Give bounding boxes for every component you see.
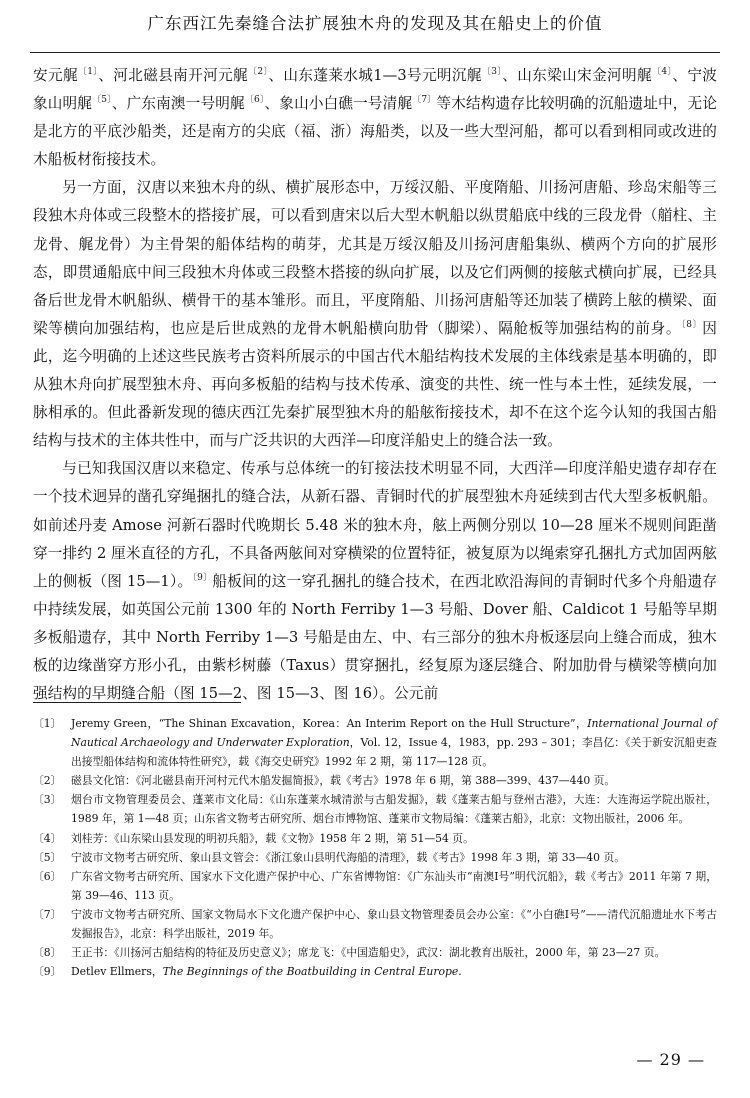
footnote-ref-2[interactable]: 〔2〕 (248, 67, 269, 78)
paragraph-2 (33, 174, 717, 455)
footnote-text: Jeremy Green，“The Shinan Excavation，Korea：An Interim Report on the Hull Structure”，International Journal of Nautical Archaeology and Underwater Exploration，Vol. 12，Issue 4，1983，pp. 293 – 301；李昌亿：《关于新安沉船吏查出接型船体结构和流体特性研究》，载《海交史研究》1992 年 2 期，第 117—128 页。 (71, 717, 717, 769)
footnote (33, 867, 717, 905)
body-text (33, 62, 717, 708)
footnote-text: 磁县文化馆：《河北磁县南开河村元代木船发掘简报》，载《考古》1978 年 6 期，第 388—399、437—440 页。 (71, 774, 616, 788)
text-run: 因此，迄今明确的上述这些民族考古资料所展示的中国古代木船结构技术发展的主体线索是基本明确的，即从独木舟向扩展型独木舟、再向多板船的结构与技术传承、演变的共性、统一性与本土性，延续发展，一脉相承的。但此番新发现的德庆西江先秦扩展型独木舟的船舷衔接技术，却不在这个迄今认知的我国古船结构与技术的主体共性中，而与广泛共识的大西洋—印度洋船史上的缝合法一致。 (33, 319, 717, 450)
footnote (33, 771, 717, 790)
footnote-number: 〔2〕 (33, 774, 62, 788)
footnote (33, 943, 717, 962)
footnote-ref-7[interactable]: 〔7〕 (412, 95, 437, 106)
footnote-ref-5[interactable]: 〔5〕 (92, 95, 112, 106)
text-run: 、宁波象山明艉 (33, 67, 718, 113)
footnote-ref-3[interactable]: 〔3〕 (481, 67, 503, 78)
footnote (33, 790, 717, 828)
footnote-text: 刘桂芳：《山东梁山县发现的明初兵船》，载《文物》1958 年 2 期，第 51—54 页。 (71, 831, 474, 845)
paragraph-3 (33, 455, 717, 708)
text-run: 船板间的这一穿孔捆扎的缝合技术，在西北欧沿海间的青铜时代多个舟船遗存中持续发展，如英国公元前 1300 年的 North Ferriby 1—3 号船、Dover 船、Caldicot 1 号船等早期多板船遗存，其中 North Ferriby 1—3 号船是由左、中、右三部分的独木舟板逐层向上缝合而成，独木板的边缘凿穿方形小孔，由紫杉树藤（Taxus）贯穿捆扎，经复原为逐层缝合、附加肋骨与横梁等横向加强结构的早期缝合船（图 15—2、图 15—3、图 16）。公元前 (33, 572, 718, 703)
footnote (33, 714, 717, 771)
text-run: 与已知我国汉唐以来稳定、传承与总体统一的钉接法技术明显不同，大西洋—印度洋船史遗存却存在一个技术迥异的凿孔穿绳捆扎的缝合法，从新石器、青铜时代的扩展型独木舟延续到古代大型多板帆船。如前述丹麦 Amose 河新石器时代晚期长 5.48 米的独木舟，舷上两侧分别以 10—28 厘米不规则间距凿穿一排约 2 厘米直径的方孔，不具备两舷间对穿横梁的位置特征，被复原为以绳索穿孔捆扎方式加固两舷上的侧板（图 15—1）。 (33, 460, 717, 590)
footnote-text: Detlev Ellmers，The Beginnings of the Boatbuilding in Central Europe. (71, 965, 462, 979)
footnote-ref-1[interactable]: 〔1〕 (77, 67, 99, 78)
footnote-ref-6[interactable]: 〔6〕 (244, 95, 265, 106)
footnote-number: 〔1〕 (33, 717, 62, 730)
footnote (33, 848, 717, 867)
text-run: 、象山小白礁一号清艉 (264, 95, 413, 113)
footnote-number: 〔5〕 (33, 850, 62, 864)
text-run: 安元艉 (33, 67, 78, 84)
footnote-text: 广东省文物考古研究所、国家水下文化遗产保护中心、广东省博物馆：《广东汕头市“南澳Ⅰ号”明代沉船》，载《考古》2011 年第 7 期，第 39—46、113 页。 (71, 869, 717, 902)
paragraph-1 (33, 62, 717, 174)
footnote-text: 王正书：《川扬河古船结构的特征及历史意义》；席龙飞：《中国造船史》，武汉：湖北教育出版社，2000 年，第 23—27 页。 (71, 946, 666, 960)
footnote-text: 宁波市文物考古研究所、象山县文管会：《浙江象山县明代海船的清理》，载《考古》1998 年 3 期，第 33—40 页。 (71, 850, 626, 864)
text-run: 等木结构遗存比较明确的沉船遗址中，无论是北方的平底沙船类，还是南方的尖底（福、浙）海船类，以及一些大型河船，都可以看到相同或改进的木船板材衔接技术。 (33, 95, 718, 169)
footnote-number: 〔4〕 (33, 831, 62, 845)
running-header: 广东西江先秦缝合法扩展独木舟的发现及其在船史上的价值 (147, 14, 603, 33)
footnote-rule (33, 702, 241, 703)
text-run: 、河北磁县南开河元艉 (98, 67, 249, 84)
footnote-number: 〔3〕 (33, 793, 62, 807)
footnote-text: 烟台市文物管理委员会、蓬莱市文化局：《山东蓬莱水城清淤与古船发掘》，载《蓬莱古船与登州古港》，大连：大连海运学院出版社，1989 年，第 1—48 页；山东省文物考古研究所、烟台市博物馆、蓬莱市文物局编：《蓬莱古船》，北京：文物出版社，2006 年。 (71, 793, 717, 826)
footnote-ref-9[interactable]: 〔9〕 (192, 572, 213, 583)
footnote-number: 〔6〕 (33, 869, 62, 883)
footnote-ref-8[interactable]: 〔8〕 (681, 319, 703, 330)
text-run: 、山东梁山宋金河明艉 (502, 67, 652, 84)
footnote (33, 829, 717, 848)
footnote-text: 宁波市文物考古研究所、国家文物局水下文化遗产保护中心、象山县文物管理委员会办公室：《“小白礁Ⅰ号”——清代沉船遗址水下考古发掘报告》，北京：科学出版社，2019 年。 (71, 907, 717, 941)
header-rule (30, 52, 720, 53)
text-run: 另一方面，汉唐以来独木舟的纵、横扩展形态中，万绥汉船、平度隋船、川扬河唐船、珍岛宋船等三段独木舟体或三段整木的搭接扩展，可以看到唐宋以后大型木帆船以纵贯船底中线的三段龙骨（艏柱、主龙骨、艉龙骨）为主骨架的船体结构的萌芽，尤其是万绥汉船及川扬河唐船集纵、横两个方向的扩展形态，即贯通船底中间三段独木舟体或三段整木搭接的纵向扩展，以及它们两侧的接舷式横向扩展，已经具备后世龙骨木帆船纵、横骨干的基本雏形。而且，平度隋船、川扬河唐船等还加装了横跨上舷的横梁、面梁等横向加强结构，也应是后世成熟的龙骨木帆船横向肋骨（脚梁）、隔舱板等加强结构的前身。 (33, 179, 717, 337)
footnotes (33, 714, 717, 981)
footnote-number: 〔9〕 (33, 965, 62, 979)
footnote-ref-4[interactable]: 〔4〕 (651, 67, 673, 78)
text-run: 、广东南澳一号明艉 (111, 95, 245, 113)
footnote-number: 〔7〕 (33, 907, 62, 921)
text-run: 、山东蓬莱水城1—3号元明沉艉 (268, 67, 482, 84)
footnote-number: 〔8〕 (33, 946, 62, 960)
footnote (33, 905, 717, 943)
page-number: — 29 — (636, 1050, 705, 1069)
footnote (33, 962, 717, 981)
